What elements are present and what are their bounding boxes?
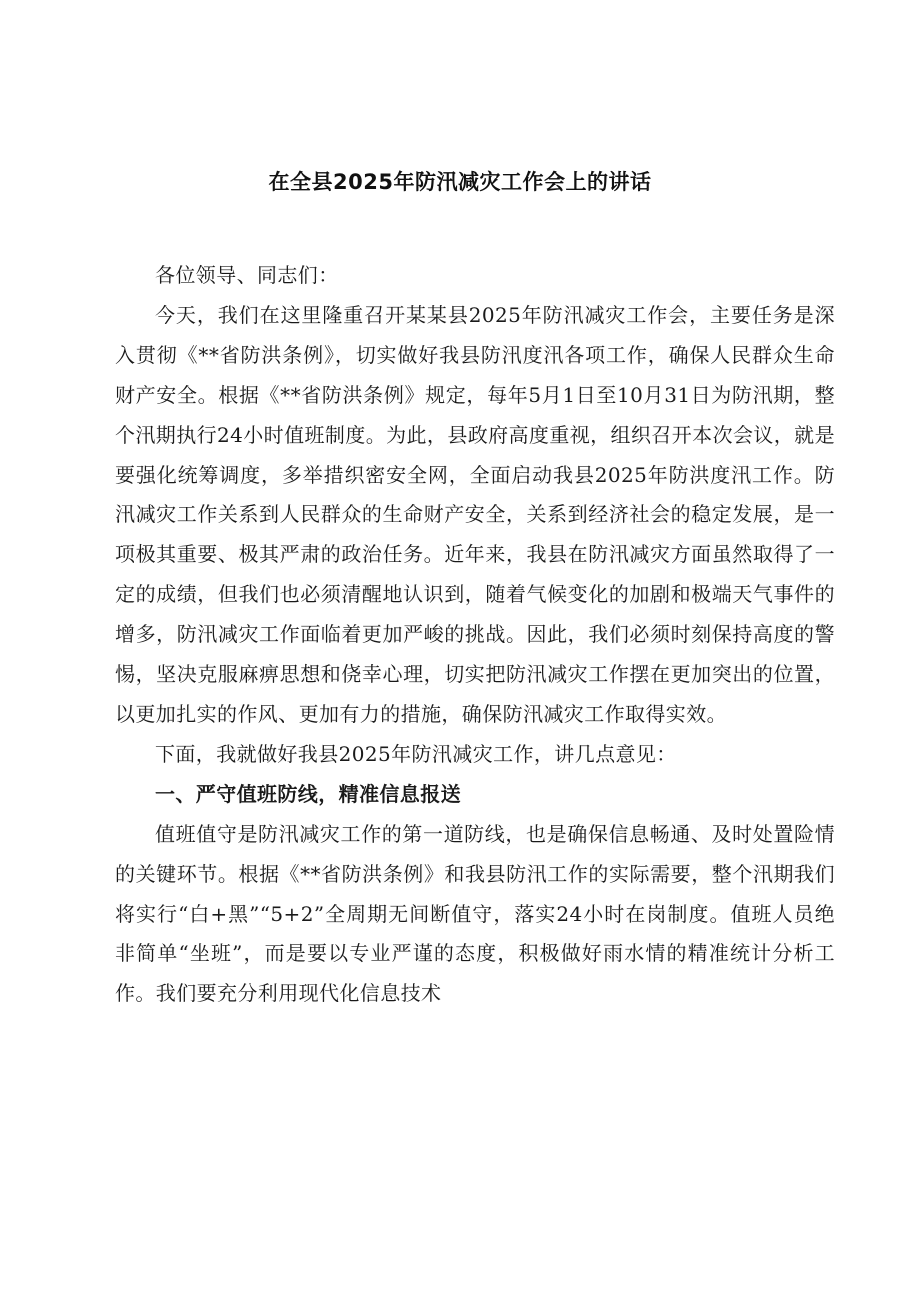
paragraph-transition: 下面，我就做好我县2025年防汛减灾工作，讲几点意见：	[155, 741, 677, 766]
document-title: 在全县2025年防汛减灾工作会上的讲话	[268, 170, 652, 194]
section-1-paragraph: 值班值守是防汛减灾工作的第一道防线，也是确保信息畅通、及时处置险情的关键环节。根据《**省防洪条例》和我县防汛工作的实际需要，整个汛期我们将实行“白+黑”“5+2”全周期无间断值守，落实24小时在岗制度。值班人员绝非简单“坐班”，而是要以专业严谨的态度，积极做好雨水情的精准统计分析工作。我们要充分利用现代化信息技术	[115, 821, 835, 1006]
salutation: 各位领导、同志们：	[155, 263, 339, 287]
section-heading-1: 一、严守值班防线，精准信息报送	[155, 781, 461, 806]
paragraph-opening: 今天，我们在这里隆重召开某某县2025年防汛减灾工作会，主要任务是深入贯彻《**省防洪条例》，切实做好我县防汛度汛各项工作，确保人民群众生命财产安全。根据《**省防洪条例》规定，每年5月1日至10月31日为防汛期，整个汛期执行24小时值班制度。为此，县政府高度重视，组织召开本次会议，就是要强化统筹调度，多举措织密安全网，全面启动我县2025年防洪度汛工作。防汛减灾工作关系到人民群众的生命财产安全，关系到经济社会的稳定发展，是一项极其重要、极其严肃的政治任务。近年来，我县在防汛减灾方面虽然取得了一定的成绩，但我们也必须清醒地认识到，随着气候变化的加剧和极端天气事件的增多，防汛减灾工作面临着更加严峻的挑战。因此，我们必须时刻保持高度的警惕，坚决克服麻痹思想和侥幸心理，切实把防汛减灾工作摆在更加突出的位置，以更加扎实的作风、更加有力的措施，确保防汛减灾工作取得实效。	[115, 302, 835, 726]
document-body	[115, 256, 835, 1014]
